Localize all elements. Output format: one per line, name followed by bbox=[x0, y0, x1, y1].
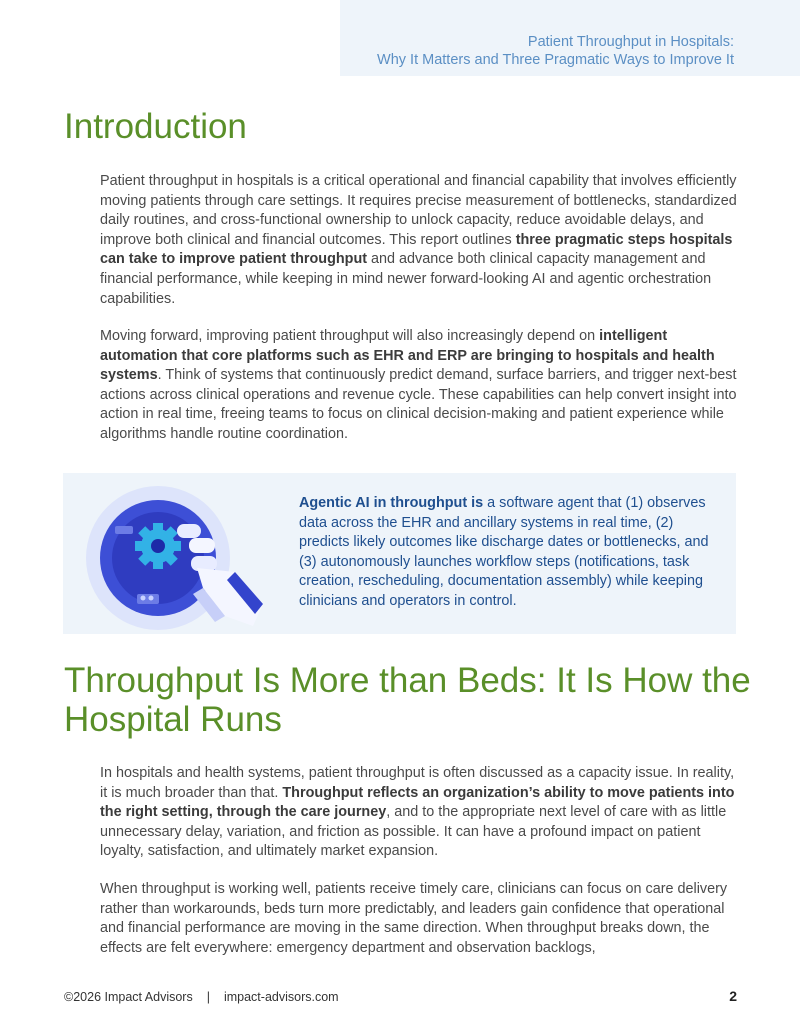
intro-p2-bold: intelligent automation that core platforms such as EHR and ERP are bringing to hospitals and health systems bbox=[100, 328, 715, 384]
throughput-paragraph-2: When throughput is working well, patients receive timely care, clinicians can focus on care delivery rather than workarounds, beds turn more predictably, and leaders gain confidence that operational and financial performance are moving in the same direction. When throughput breaks down, the effects are felt everywhere: emergency department and observation backlogs, bbox=[100, 881, 728, 956]
section-heading-throughput-line2: Hospital Runs bbox=[64, 700, 282, 739]
intro-p2-text-b: . Think of systems that continuously predict demand, surface barriers, and trigger next-best actions across clinical operations and revenue cycle. These capabilities can help convert insight into action in real time, freeing teams to focus on clinical decision-making and patient experience while algorithms handle routine coordination. bbox=[100, 367, 737, 442]
footer-website-link[interactable]: impact-advisors.com bbox=[223, 990, 339, 1004]
throughput-p1-text-b: , and to the appropriate next level of care with as little unnecessary delay, variation, and friction as possible. It can have a profound impact on patient loyalty, satisfaction, and ultimately market expansion. bbox=[100, 804, 727, 860]
intro-paragraph-2 bbox=[100, 327, 740, 445]
intro-p1-bold: three pragmatic steps hospitals can take to improve patient throughput bbox=[100, 231, 733, 268]
intro-p2-text-a: Moving forward, improving patient throughput will also increasingly depend on bbox=[100, 328, 600, 344]
footer-separator: | bbox=[206, 990, 210, 1004]
intro-p1-text-b: and advance both clinical capacity management and financial performance, while keeping in mind newer forward-looking AI and agentic orchestration capabilities. bbox=[100, 251, 712, 307]
throughput-p1-bold: Throughput reflects an organization’s ability to move patients into the right setting, through the care journey bbox=[100, 784, 735, 821]
running-header-title: Patient Throughput in Hospitals: bbox=[527, 34, 734, 50]
robot-hand-gear-illustration bbox=[85, 476, 281, 632]
footer bbox=[64, 990, 339, 1004]
agentic-ai-definition bbox=[299, 494, 714, 612]
section-heading-introduction: Introduction bbox=[64, 107, 247, 146]
throughput-paragraph-1 bbox=[100, 764, 740, 862]
throughput-p1-text-a: In hospitals and health systems, patient throughput is often discussed as a capacity issue. In reality, it is much broader than that. bbox=[100, 765, 735, 801]
section-heading-throughput-line1: Throughput Is More than Beds: It Is How the bbox=[64, 661, 751, 700]
footer-copyright: ©2026 Impact Advisors bbox=[64, 990, 193, 1004]
intro-p1-text-a: Patient throughput in hospitals is a critical operational and financial capability that involves efficiently moving patients through care settings. It requires precise measurement of bottlenecks, standardized daily routines, and cross-functional ownership to unlock capacity, reduce avoidable delays, and improve both clinical and financial outcomes. This report outlines bbox=[100, 173, 737, 248]
running-header-subtitle: Why It Matters and Three Pragmatic Ways to Improve It bbox=[377, 52, 734, 68]
page-number: 2 bbox=[729, 988, 737, 1004]
callout-text: a software agent that (1) observes data across the EHR and ancillary systems in real time, (2) predicts likely outcomes like discharge dates or bottlenecks, and (3) autonomously launches workflow steps (notifications, task creation, rescheduling, documentation assembly) while keeping clinicians and operators in control. bbox=[299, 495, 709, 609]
intro-paragraph-1 bbox=[100, 172, 740, 309]
callout-bold: Agentic AI in throughput is bbox=[299, 495, 484, 511]
